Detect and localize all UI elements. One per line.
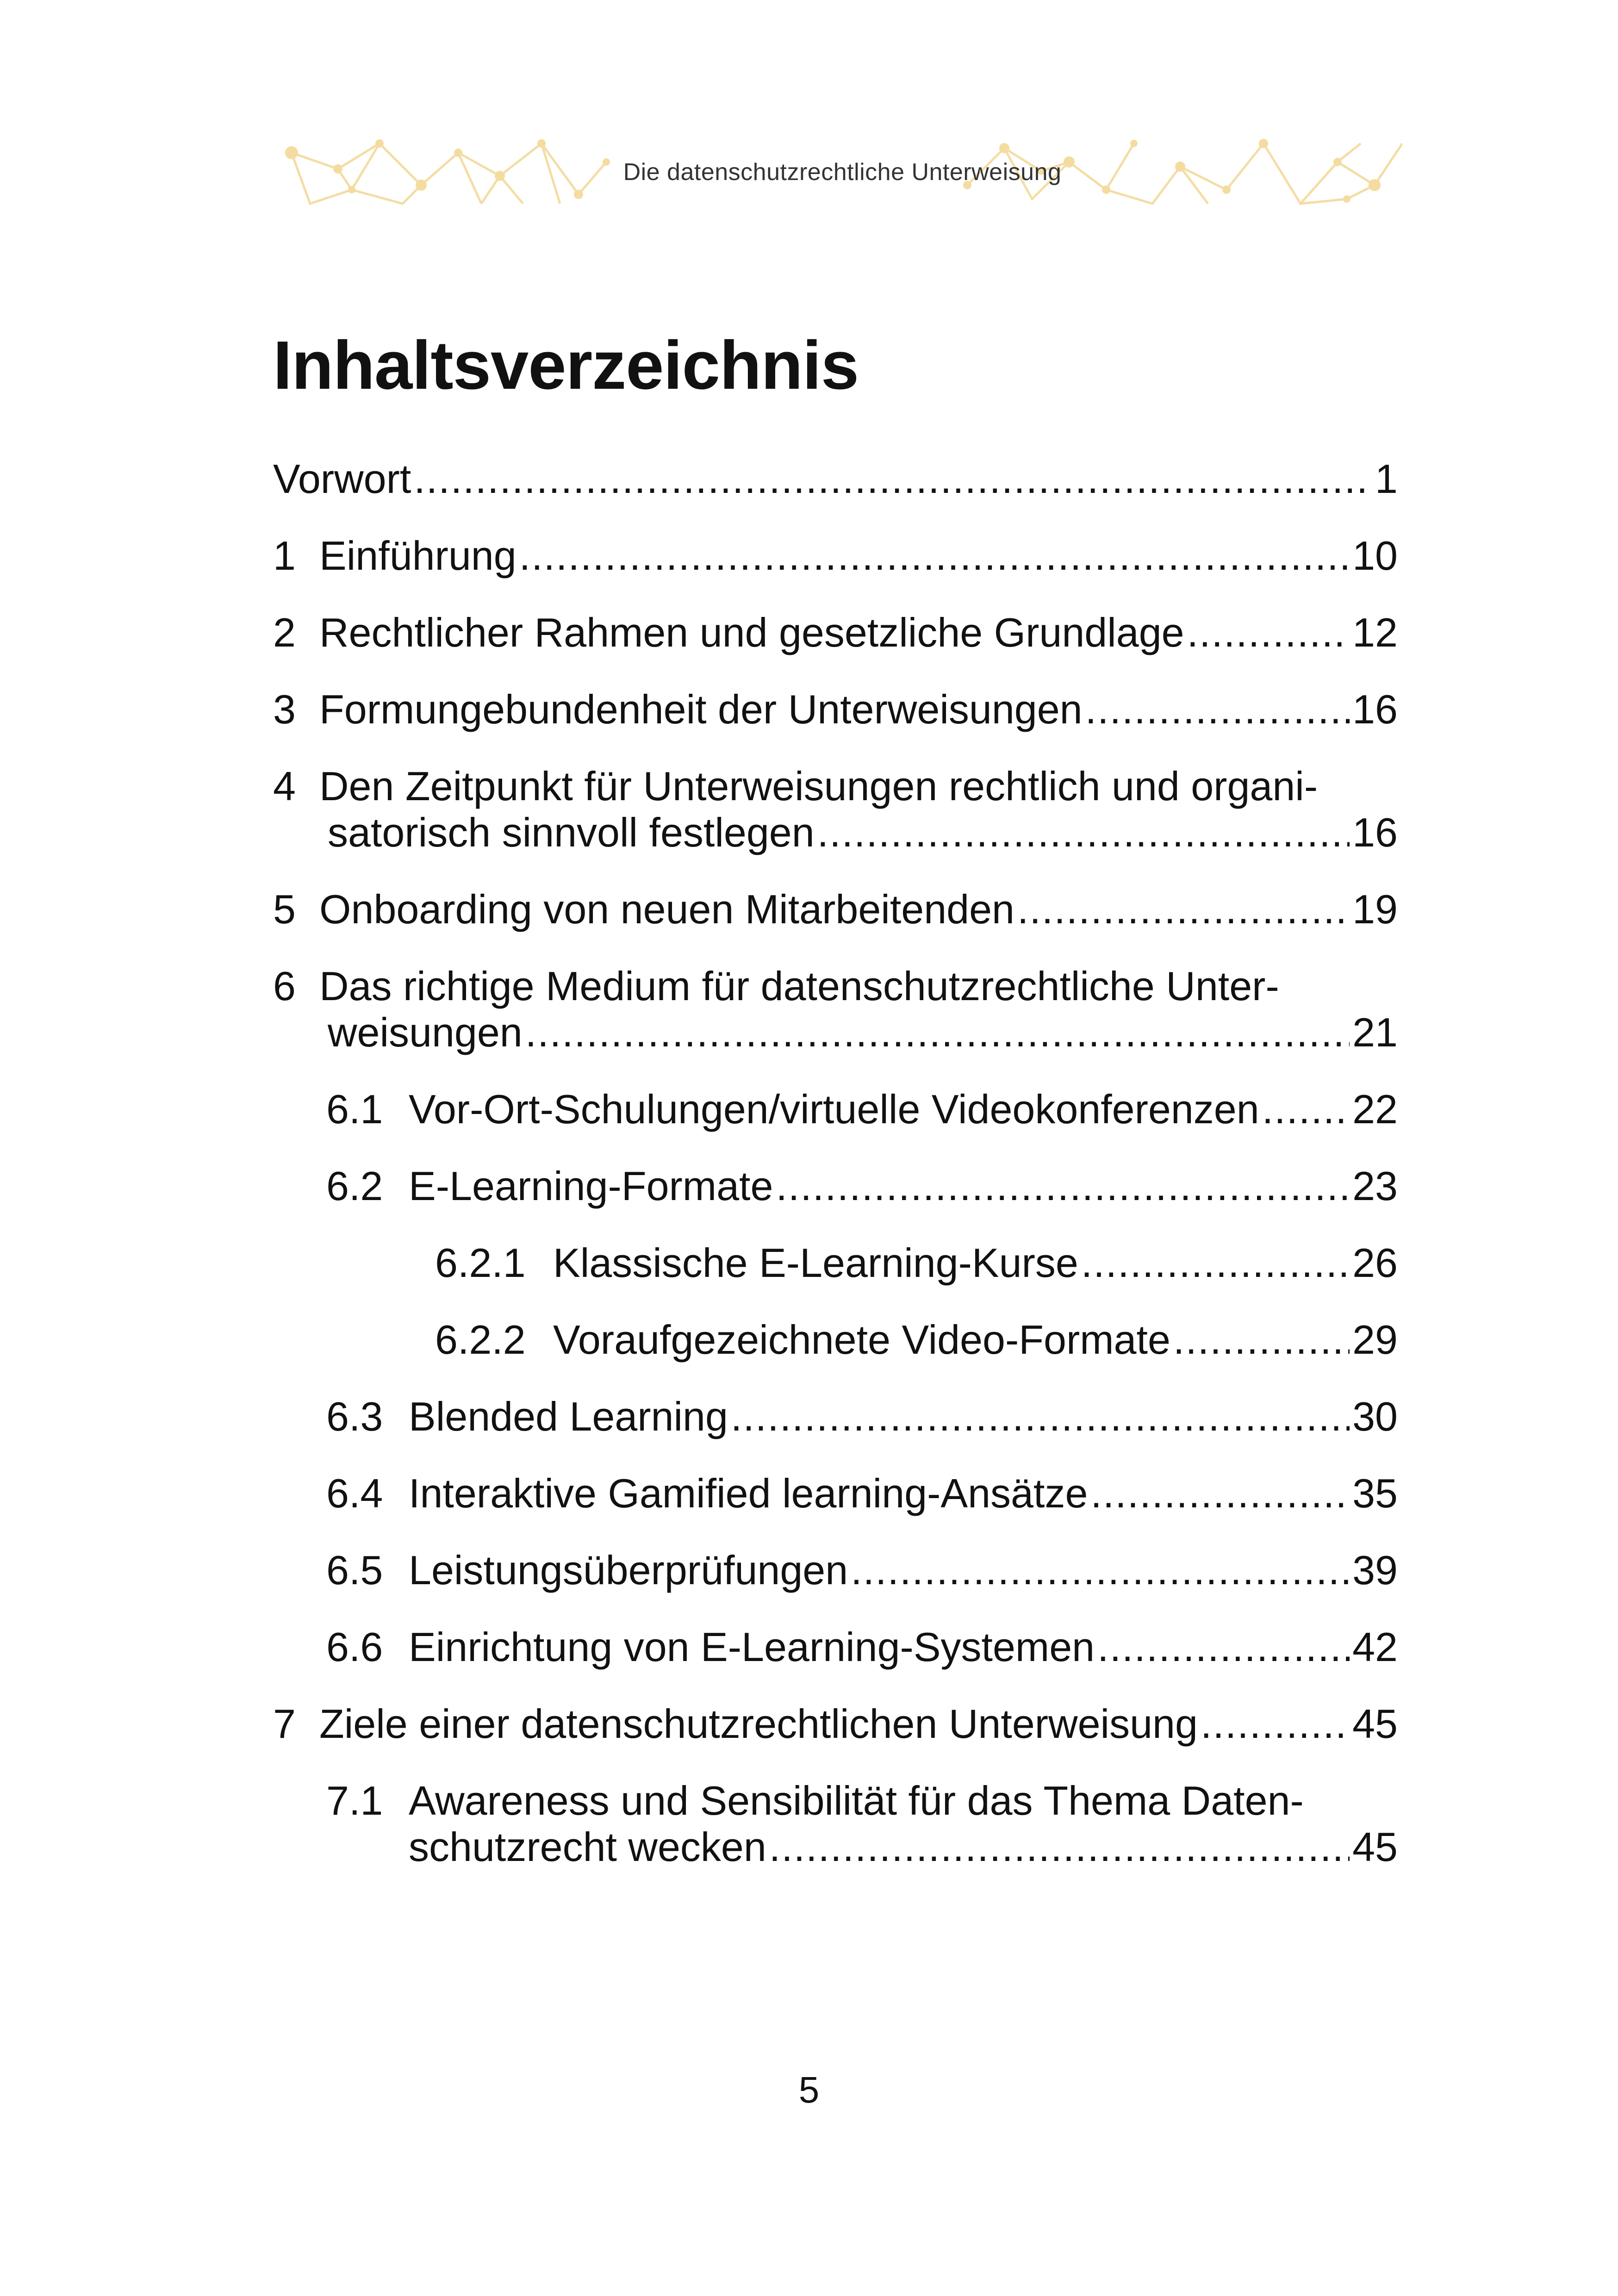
toc-entry-number: 6.2: [326, 1163, 383, 1209]
toc-entry-title: Das richtige Medium für datenschutzrechtliche Unter-: [319, 963, 1279, 1009]
toc-entry-number: 6.4: [326, 1470, 383, 1516]
toc-entry-6-2[interactable]: [273, 1163, 1398, 1209]
toc-leader-dots: [769, 1824, 1350, 1870]
toc-leader-dots: [731, 1394, 1350, 1440]
toc-leader-dots: [817, 809, 1350, 856]
toc-entry-title: Ziele einer datenschutzrechtlichen Unterweisung: [319, 1701, 1198, 1747]
running-title: Die datenschutzrechtliche Unterweisung: [623, 159, 1062, 186]
toc-entry-title-continuation: weisungen: [328, 1009, 523, 1055]
toc-entry-page: 16: [1352, 809, 1398, 855]
running-header: [282, 134, 1402, 213]
toc-leader-dots: [1262, 1086, 1350, 1132]
page-number: 5: [798, 2069, 820, 2110]
toc-entry-6-1[interactable]: [273, 1086, 1398, 1132]
toc-leader-dots: [1187, 610, 1350, 656]
toc-entry-title: E-Learning-Formate: [409, 1163, 773, 1209]
toc-entry-page: 22: [1352, 1086, 1398, 1132]
toc-entry-page: 39: [1352, 1547, 1398, 1593]
toc-entry-number: 6.3: [326, 1394, 383, 1439]
toc-entry-6-2-2[interactable]: [273, 1317, 1398, 1363]
toc-entry-title: Vorwort: [273, 456, 411, 502]
toc-leader-dots: [519, 533, 1350, 579]
toc-leader-dots: [1017, 886, 1350, 933]
toc-entry-3[interactable]: [273, 686, 1398, 733]
toc-entry-vorwort[interactable]: [273, 456, 1398, 502]
toc-entry-5[interactable]: [273, 886, 1398, 933]
toc-entry-title: Den Zeitpunkt für Unterweisungen rechtlich und organi-: [319, 763, 1318, 809]
toc-entry-number: 5: [273, 886, 296, 932]
toc-entry-6-4[interactable]: [273, 1470, 1398, 1517]
toc-leader-dots: [525, 1009, 1350, 1056]
toc-entry-1[interactable]: [273, 533, 1398, 579]
toc-entry-number: 6.1: [326, 1086, 383, 1132]
toc-entry-number: 6.6: [326, 1624, 383, 1670]
page-title: Inhaltsverzeichnis: [273, 327, 859, 404]
toc-entry-title: Einrichtung von E-Learning-Systemen: [409, 1624, 1095, 1670]
toc-entry-page: 26: [1352, 1240, 1398, 1286]
toc-leader-dots: [414, 456, 1372, 502]
toc-entry-6-3[interactable]: [273, 1394, 1398, 1440]
toc-entry-number: 1: [273, 533, 296, 579]
toc-entry-page: 45: [1352, 1824, 1398, 1870]
toc-entry-number: 6.2.1: [435, 1240, 526, 1286]
toc-entry-number: 6.2.2: [435, 1317, 526, 1363]
toc-leader-dots: [851, 1547, 1350, 1593]
toc-entry-title: Leistungsüberprüfungen: [409, 1547, 848, 1593]
toc-entry-number: 7.1: [326, 1778, 383, 1823]
toc-entry-page: 16: [1352, 686, 1398, 732]
toc-entry-title: Klassische E-Learning-Kurse: [553, 1240, 1078, 1286]
toc-entry-number: 4: [273, 763, 296, 809]
toc-entry-page: 35: [1352, 1470, 1398, 1516]
toc-entry-title-continuation: schutzrecht wecken: [409, 1824, 766, 1870]
toc-entry-page: 42: [1352, 1624, 1398, 1670]
toc-entry-title: Awareness und Sensibilität für das Thema Daten-: [409, 1778, 1304, 1823]
toc-leader-dots: [1085, 686, 1350, 733]
toc-entry-page: 19: [1352, 886, 1398, 932]
toc-entry-title: Onboarding von neuen Mitarbeitenden: [319, 886, 1014, 932]
toc-leader-dots: [1201, 1701, 1350, 1747]
toc-entry-title: Blended Learning: [409, 1394, 728, 1439]
toc-entry-title: Rechtlicher Rahmen und gesetzliche Grundlage: [319, 610, 1184, 655]
table-of-contents: [273, 456, 1398, 1901]
toc-entry-page: 29: [1352, 1317, 1398, 1363]
toc-entry-4[interactable]: [273, 763, 1398, 856]
toc-entry-number: 7: [273, 1701, 296, 1747]
toc-entry-7-1[interactable]: [273, 1778, 1398, 1870]
toc-entry-number: 3: [273, 686, 296, 732]
toc-entry-title: Einführung: [319, 533, 517, 579]
toc-entry-number: 2: [273, 610, 296, 655]
toc-entry-page: 21: [1352, 1009, 1398, 1055]
toc-entry-number: 6.5: [326, 1547, 383, 1593]
toc-leader-dots: [1081, 1240, 1350, 1286]
toc-entry-6-2-1[interactable]: [273, 1240, 1398, 1286]
toc-leader-dots: [1173, 1317, 1350, 1363]
toc-entry-page: 12: [1352, 610, 1398, 655]
toc-entry-2[interactable]: [273, 610, 1398, 656]
toc-entry-7[interactable]: [273, 1701, 1398, 1747]
toc-entry-title: Voraufgezeichnete Video-Formate: [553, 1317, 1170, 1363]
toc-entry-page: 23: [1352, 1163, 1398, 1209]
toc-entry-title: Interaktive Gamified learning-Ansätze: [409, 1470, 1088, 1516]
toc-leader-dots: [776, 1163, 1350, 1209]
toc-leader-dots: [1090, 1470, 1350, 1517]
toc-entry-6-6[interactable]: [273, 1624, 1398, 1670]
toc-leader-dots: [1097, 1624, 1350, 1670]
toc-entry-6[interactable]: [273, 963, 1398, 1056]
toc-entry-number: 6: [273, 963, 296, 1009]
toc-entry-page: 30: [1352, 1394, 1398, 1439]
toc-entry-page: 10: [1352, 533, 1398, 579]
toc-entry-title: Vor-Ort-Schulungen/virtuelle Videokonferenzen: [409, 1086, 1259, 1132]
toc-entry-page: 1: [1375, 456, 1398, 502]
toc-entry-title: Formungebundenheit der Unterweisungen: [319, 686, 1083, 732]
toc-entry-title-continuation: satorisch sinnvoll festlegen: [328, 809, 815, 855]
toc-entry-page: 45: [1352, 1701, 1398, 1747]
toc-entry-6-5[interactable]: [273, 1547, 1398, 1593]
